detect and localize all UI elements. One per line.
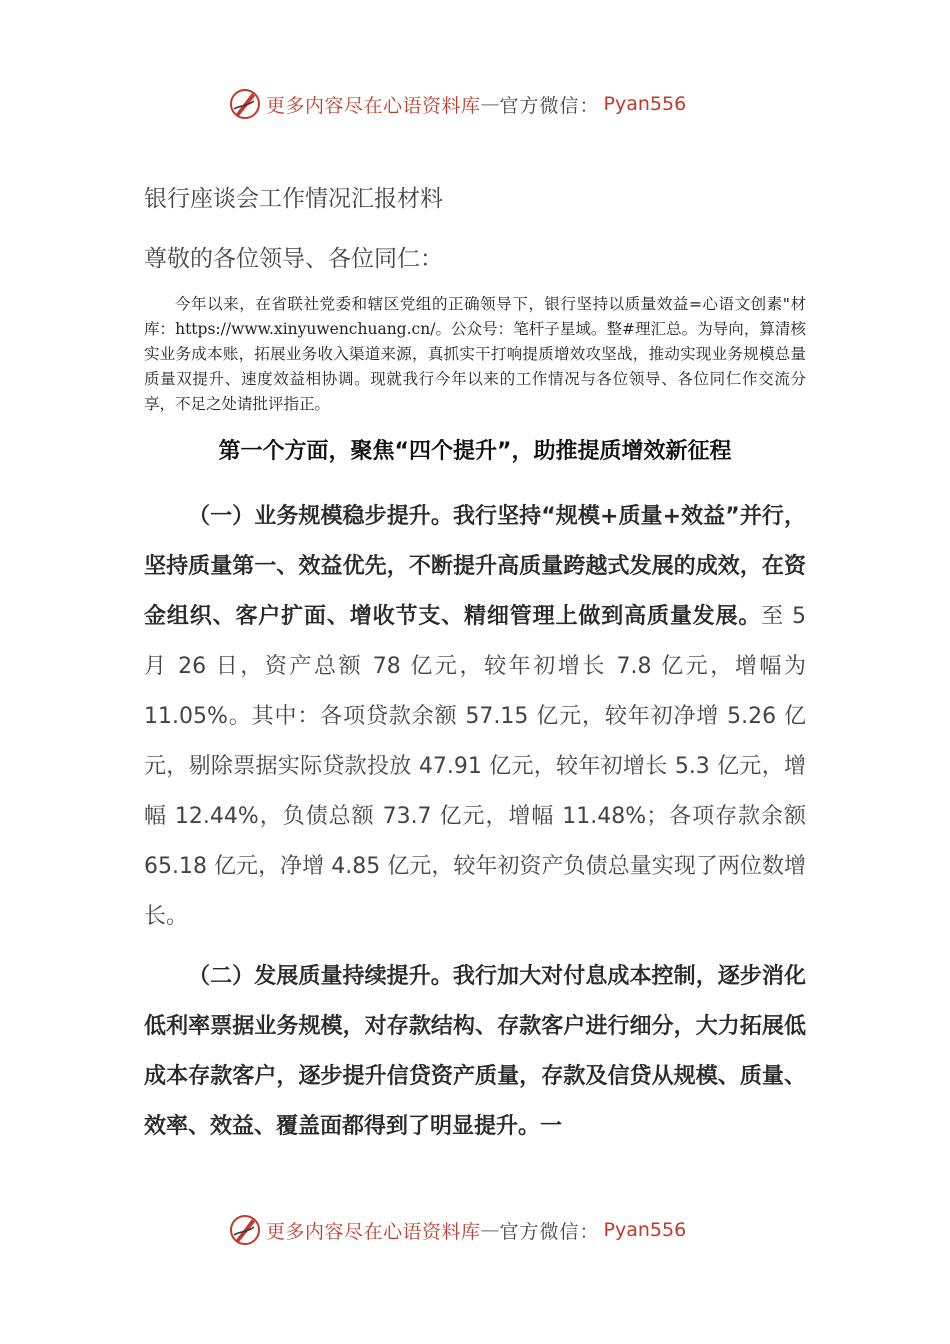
footer-banner [228,1210,686,1250]
banner-wechat-id: Pyan556 [603,1219,687,1241]
banner-separator: — [480,1219,500,1241]
document-title: 银行座谈会工作情况汇报材料 [144,186,443,212]
banner-wechat-label: 官方微信： [499,94,600,117]
section-2-paragraph [144,952,806,1152]
section-1-lead: （一）业务规模稳步提升。我行坚持“规模+质量+效益”并行，坚持质量第一、效益优先，不断提升高质量跨越式发展的成效，在资金组织、客户扩面、增收节支、精细管理上做到高质量发展。 [144,504,806,629]
intro-url: https://www.xinyuwenchuang.cn/ [175,320,436,338]
banner-text: 更多内容尽在心语资料库 [266,1220,481,1243]
banner-text: 更多内容尽在心语资料库 [266,94,481,117]
quill-logo-icon [228,87,262,121]
intro-text-1: 今年以来，在省联社党委和辖区党组的正确领导下，银行坚持以质量效益=心语文创素"材库： [144,295,806,338]
section-1-paragraph [144,492,806,942]
banner-separator: — [480,93,500,115]
intro-paragraph [144,292,806,417]
salutation: 尊敬的各位领导、各位同仁： [144,246,443,272]
header-banner [228,84,686,124]
section-1-body: 至 5 月 26 日，资产总额 78 亿元，较年初增长 7.8 亿元，增幅为 11.05%。其中：各项贷款余额 57.15 亿元，较年初净增 5.26 亿元，剔除票据实际贷款投放 47.91 亿元，较年初增长 5.3 亿元，增幅 12.44%，负债总额 73.7 亿元，增幅 11.48%；各项存款余额 65.18 亿元，净增 4.85 亿元，较年初资产负债总量实现了两位数增长。 [144,604,806,929]
intro-text-2: 。公众号：笔杆子星域。整#理汇总。为导向，算清核实业务成本账，拓展业务收入渠道来源，真抓实干打响提质增效攻坚战，推动实现业务规模总量质量双提升、速度效益相协调。现就我行今年以来的工作情况与各位领导、各位同仁作交流分享，不足之处请批评指正。 [144,320,806,413]
banner-wechat-label: 官方微信： [499,1220,600,1243]
banner-wechat-id: Pyan556 [603,93,687,115]
quill-logo-icon [228,1213,262,1247]
section-2-lead: （二）发展质量持续提升。我行加大对付息成本控制，逐步消化低利率票据业务规模，对存款结构、存款客户进行细分，大力拓展低成本存款客户，逐步提升信贷资产质量，存款及信贷从规模、质量、效率、效益、覆盖面都得到了明显提升。一 [144,964,806,1139]
section-heading: 第一个方面，聚焦“四个提升”，助推提质增效新征程 [218,439,732,464]
